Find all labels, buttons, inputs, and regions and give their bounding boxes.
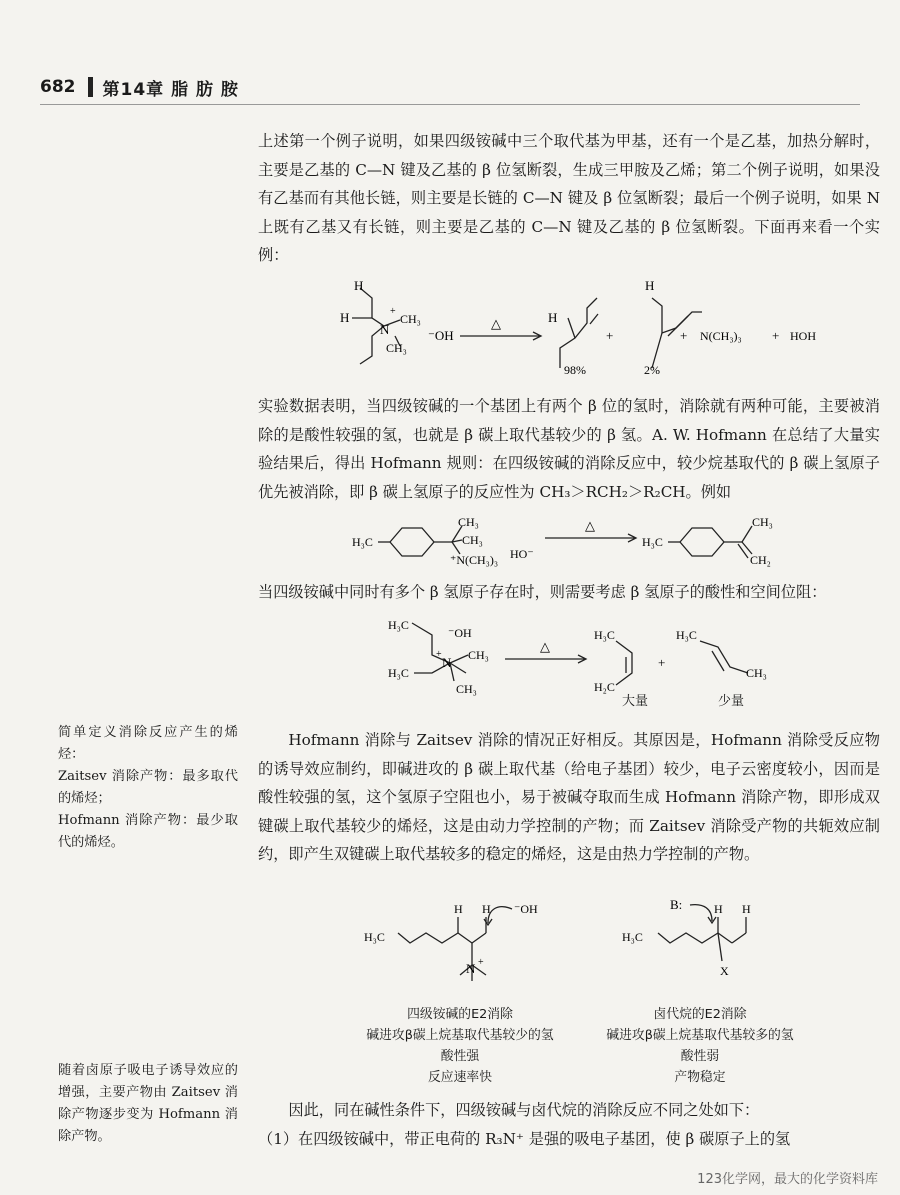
reaction-2 — [340, 510, 810, 580]
r1-product-1-skeleton — [560, 298, 597, 368]
r3-heat-label: △ — [540, 639, 550, 654]
label-minor: 少量 — [718, 694, 745, 709]
r1-plus-3: + — [772, 328, 780, 343]
mech-right-h3c: H₃C — [622, 930, 643, 944]
sidebar-note-3-text: Hofmann 消除产物：最少取代的烯烃。 — [58, 813, 238, 850]
r1-plus-2: + — [680, 328, 688, 343]
paragraph-6: （1）在四级铵碱中，带正电荷的 R₃N⁺ 是强的吸电子基团，使 β 碳原子上的氢 — [258, 1130, 791, 1148]
mech-left-h-side: H — [482, 902, 491, 916]
r1-h1: H — [354, 278, 364, 293]
r2-product-ring — [680, 528, 724, 556]
caption-right-line-1: 卤代烷的E2消除 — [653, 1007, 747, 1022]
r1-plus-1: + — [606, 328, 614, 343]
r3-h3c-top: H₃C — [388, 618, 409, 632]
r1-ch3-bottom: CH₃ — [386, 341, 407, 355]
chapter-title: 第14章 脂 肪 胺 — [102, 79, 239, 100]
paragraph-2: 实验数据表明，当四级铵碱的一个基团上有两个 β 位的氢时，消除就有两种可能，主要被消除的是酸性较强的氢，也就是 β 碳上取代基较少的 β 氢。A. W. Hofmann 在总结了大量实验结果后，得出 Hofmann 规则：在四级铵碱的消除反应中，较少烷基取代的 β 碳上氢原子优先被消除，即 β 碳上氢原子的反应性为 CH₃＞RCH₂＞R₂CH。例如 — [258, 397, 880, 501]
caption-left-line-3: 酸性强 — [440, 1049, 480, 1064]
r2-ch3-a: CH₃ — [458, 515, 479, 529]
paragraph-3: 当四级铵碱中同时有多个 β 氢原子存在时，则需要考虑 β 氢原子的酸性和空间位阻： — [258, 583, 827, 601]
caption-right-line-2: 碱进攻β碳上烷基取代基较多的氢 — [606, 1028, 794, 1043]
sidebar-note-1 — [58, 722, 238, 854]
r2-cyclohexane — [390, 528, 434, 556]
mech-left-chain — [398, 933, 472, 943]
r3-prod1-h2c: H₂C — [594, 680, 615, 694]
mech-right-h-top: H — [714, 902, 723, 916]
mech-right-h-side: H — [742, 902, 751, 916]
label-major: 大量 — [622, 694, 649, 709]
r2-h3c: H₃C — [352, 535, 373, 549]
r3-prod1-h3c: H₃C — [594, 628, 615, 642]
r2-prod-ch3: CH₃ — [752, 515, 773, 529]
r1-n: N — [380, 322, 390, 337]
paragraph-5: 因此，同在碱性条件下，四级铵碱与卤代烷的消除反应不同之处如下： — [288, 1101, 760, 1119]
page-number: 682 — [40, 77, 76, 97]
r2-hydroxide: HO⁻ — [510, 547, 534, 561]
mech-left-n: N — [466, 961, 476, 976]
caption-left — [340, 1004, 580, 1088]
caption-left-line-2: 碱进攻β碳上烷基取代基较少的氢 — [366, 1028, 554, 1043]
r3-plus: + — [658, 655, 666, 670]
sidebar-note-2-text: Zaitsev 消除产物：最多取代的烯烃； — [58, 769, 238, 806]
r3-ch3-a: CH₃ — [468, 648, 489, 662]
r2-trimethylammonium: ⁺N(CH₃)₃ — [450, 553, 499, 567]
r3-ch3-b: CH₃ — [456, 682, 477, 696]
sidebar-note-2 — [58, 1060, 238, 1148]
mech-right-chain — [658, 933, 732, 943]
r1-p2-h: H — [645, 278, 655, 293]
mech-right-x: X — [720, 964, 729, 978]
r2-heat-label: △ — [585, 518, 595, 533]
r2-prod-h3c: H₃C — [642, 535, 663, 549]
r1-hydroxide: ⁻OH — [428, 328, 454, 343]
sidebar-note-4-text: 随着卤原子吸电子诱导效应的增强，主要产物由 Zaitsev 消除产物逐步变为 Hofmann 消除产物。 — [58, 1063, 238, 1144]
r3-prod2-h3c: H₃C — [676, 628, 697, 642]
header-bar — [88, 77, 93, 97]
mech-right-base: B: — [670, 897, 683, 912]
mechanism-diagram — [360, 895, 780, 1005]
mech-left-h-top: H — [454, 902, 463, 916]
mech-left-h3c: H₃C — [364, 930, 385, 944]
caption-right-line-4: 产物稳定 — [674, 1070, 726, 1085]
r3-n: N — [442, 655, 452, 670]
paragraph-1: 上述第一个例子说明，如果四级铵碱中三个取代基为甲基，还有一个是乙基，加热分解时，主要是乙基的 C—N 键及乙基的 β 位氢断裂，生成三甲胺及乙烯；第二个例子说明，如果没有乙基而有其他长链，则主要是长链的 C—N 键及 β 位氢断裂；最后一个例子说明，如果 N 上既有乙基又有长链，则主要是乙基的 C—N 键及乙基的 β 位氢断裂。下面再来看一个实例： — [258, 132, 880, 265]
r1-water: HOH — [790, 329, 816, 343]
reaction-1 — [300, 278, 840, 388]
r1-n-charge: + — [390, 306, 396, 317]
r2-ch3-b: CH₃ — [462, 533, 483, 547]
r3-hydroxide: ⁻OH — [448, 626, 472, 640]
r3-h3c-left: H₃C — [388, 666, 409, 680]
r1-yield-2: 2% — [644, 363, 660, 377]
caption-left-line-1: 四级铵碱的E2消除 — [407, 1007, 513, 1022]
r3-n-charge: + — [436, 649, 442, 660]
mech-left-hydroxide: ⁻OH — [514, 902, 538, 916]
r1-heat-label: △ — [491, 316, 501, 331]
r1-trimethylamine: N(CH₃)₃ — [700, 329, 742, 343]
caption-right — [580, 1004, 820, 1088]
r1-h2: H — [340, 310, 350, 325]
r2-prod-ch2: CH₂ — [750, 553, 771, 567]
r1-ch3-top: CH₃ — [400, 312, 421, 326]
paragraph-4: Hofmann 消除与 Zaitsev 消除的情况正好相反。其原因是，Hofmann 消除受反应物的诱导效应制约，即碱进攻的 β 碳上取代基（给电子基团）较少，电子云密度较小，因而是酸性较强的氢，这个氢原子空阻也小，易于被碱夺取而生成 Hofmann 消除产物，即形成双键碳上取代基较少的烯烃，这是由动力学控制的产物；而 Zaitsev 消除受产物的共轭效应制约，即产生双键碳上取代基较多的稳定的烯烃，这是由热力学控制的产物。 — [258, 731, 880, 864]
watermark: 123化学网，最大的化学资料库 — [697, 1172, 878, 1187]
mech-left-n-charge: + — [478, 957, 484, 968]
sidebar-note-1-text: 简单定义消除反应产生的烯烃： — [58, 725, 238, 762]
r1-yield-98: 98% — [564, 363, 586, 377]
caption-left-line-4: 反应速率快 — [428, 1070, 492, 1085]
header-rule — [40, 104, 860, 105]
running-header — [40, 72, 239, 102]
r1-p1-h: H — [548, 310, 558, 325]
r3-prod2-ch3: CH₃ — [746, 666, 767, 680]
caption-right-line-3: 酸性弱 — [680, 1049, 720, 1064]
